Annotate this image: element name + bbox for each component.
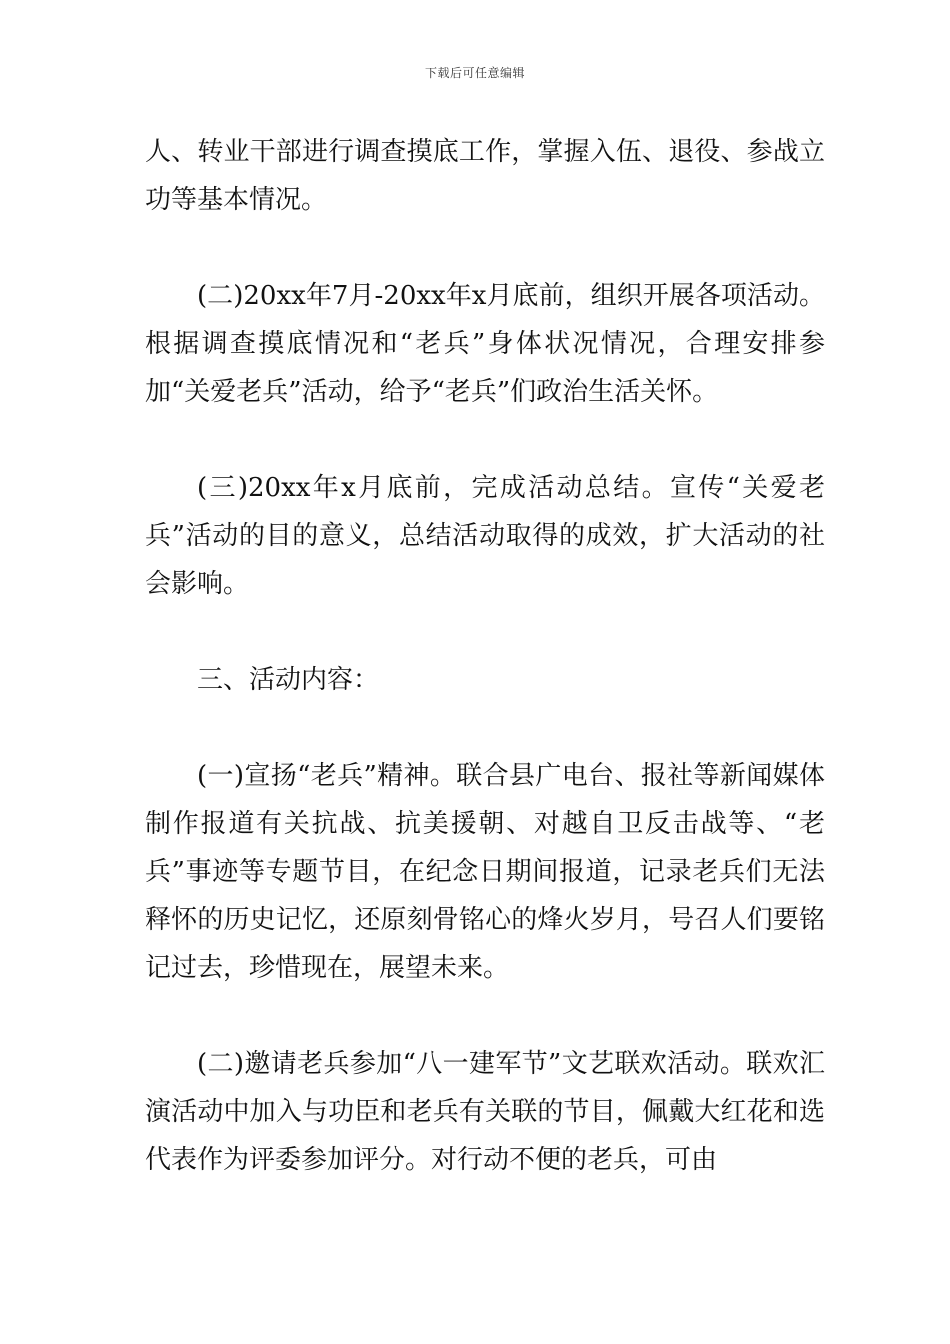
document-body bbox=[145, 128, 825, 1184]
page-header-note: 下载后可任意编辑 bbox=[424, 66, 525, 80]
paragraph-gap bbox=[145, 608, 825, 656]
paragraph-gap bbox=[145, 224, 825, 272]
paragraph-activity-one: (一)宣扬“老兵”精神。联合县广电台、报社等新闻媒体制作报道有关抗战、抗美援朝、对越自卫反击战等、“老兵”事迹等专题节目，在纪念日期间报道，记录老兵们无法释怀的历史记忆，还原刻骨铭心的烽火岁月，号召人们要铭记过去，珍惜现在，展望未来。 bbox=[145, 761, 825, 983]
section-heading-activity-content: 三、活动内容： bbox=[197, 665, 380, 695]
paragraph-continuation: 人、转业干部进行调查摸底工作，掌握入伍、退役、参战立功等基本情况。 bbox=[145, 137, 825, 215]
paragraph-schedule-phase-two: (二)20xx年7月-20xx年x月底前，组织开展各项活动。根据调查摸底情况和“老兵”身体状况情况，合理安排参加“关爱老兵”活动，给予“老兵”们政治生活关怀。 bbox=[145, 281, 825, 407]
paragraph-gap bbox=[145, 992, 825, 1040]
paragraph-gap bbox=[145, 704, 825, 752]
paragraph-activity-two: (二)邀请老兵参加“八一建军节”文艺联欢活动。联欢汇演活动中加入与功臣和老兵有关联的节目，佩戴大红花和选代表作为评委参加评分。对行动不便的老兵，可由 bbox=[145, 1049, 825, 1175]
paragraph-gap bbox=[145, 416, 825, 464]
paragraph-schedule-phase-three: (三)20xx年x月底前，完成活动总结。宣传“关爱老兵”活动的目的意义，总结活动取得的成效，扩大活动的社会影响。 bbox=[145, 473, 825, 599]
